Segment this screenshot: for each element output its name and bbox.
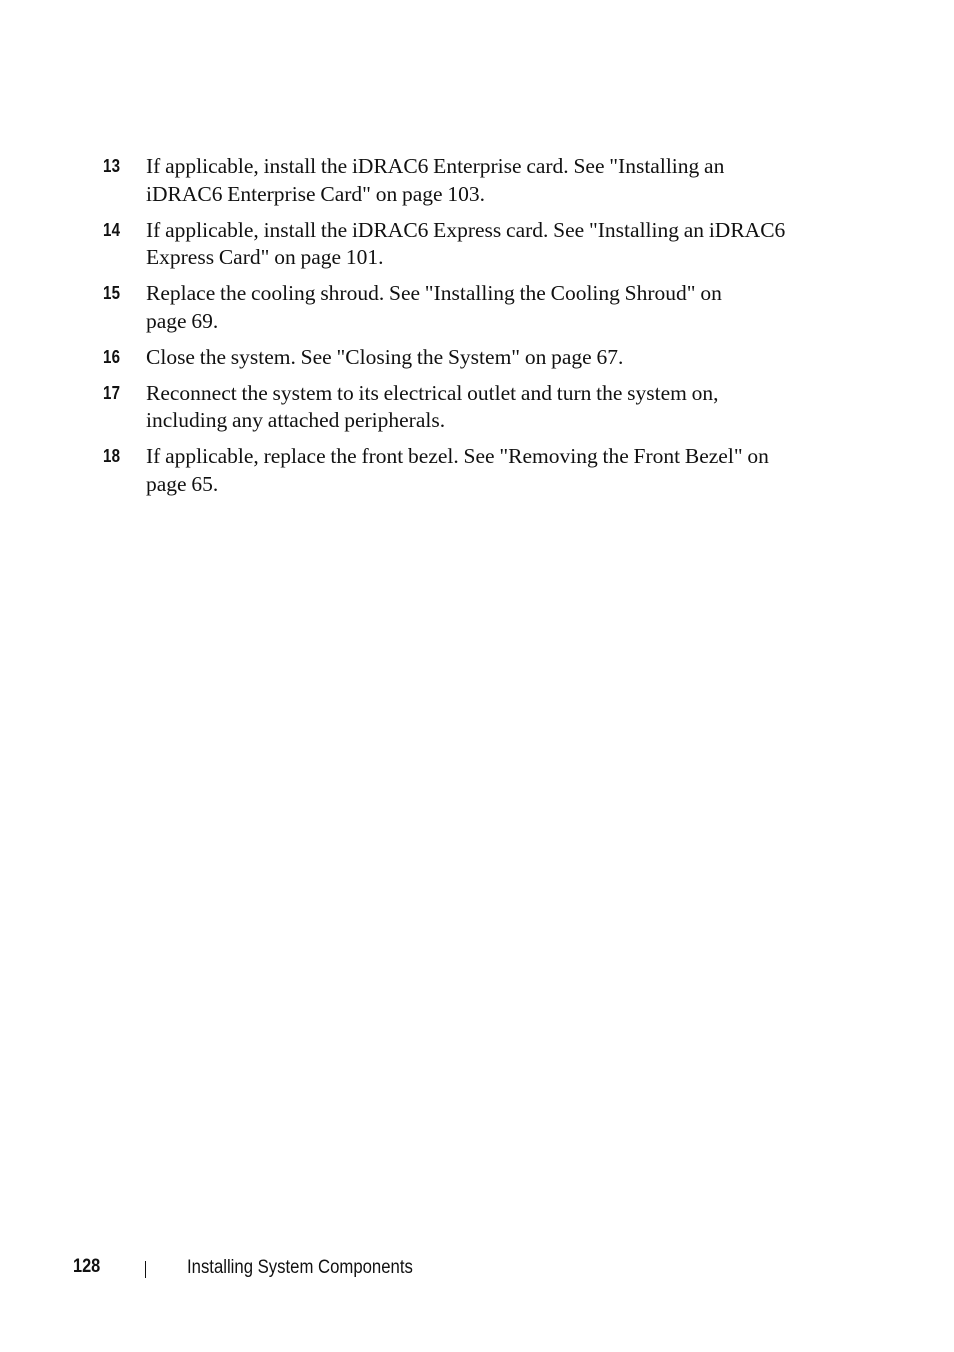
footer-divider [145, 1261, 146, 1278]
step-18 [0, 443, 954, 498]
step-number: 18 [103, 446, 121, 466]
step-text: If applicable, install the iDRAC6 Enterprise card. See "Installing an iDRAC6 Enterprise Card" on page 103. [146, 154, 725, 206]
step-number: 14 [103, 219, 121, 240]
step-number: 17 [103, 382, 121, 403]
step-text: Replace the cooling shroud. See "Installing the Cooling Shroud" on page 69. [146, 281, 722, 333]
step-13 [0, 153, 954, 208]
step-number: 13 [103, 156, 121, 176]
step-number: 16 [103, 346, 121, 367]
step-17 [0, 380, 954, 435]
step-text: Close the system. See "Closing the System" on page 67. [146, 344, 624, 369]
procedure-steps-list [0, 153, 954, 507]
step-text: Reconnect the system to its electrical outlet and turn the system on, including any attached peripherals. [146, 380, 719, 432]
section-title: Installing System Components [187, 1257, 413, 1278]
page-footer [0, 1256, 954, 1282]
step-16 [0, 344, 954, 372]
step-text: If applicable, install the iDRAC6 Express card. See "Installing an iDRAC6 Express Card" on page 101. [146, 217, 786, 269]
page-number: 128 [73, 1256, 101, 1277]
step-14 [0, 217, 954, 272]
step-text: If applicable, replace the front bezel. See "Removing the Front Bezel" on page 65. [146, 444, 769, 496]
step-15 [0, 280, 954, 335]
step-number: 15 [103, 283, 121, 303]
